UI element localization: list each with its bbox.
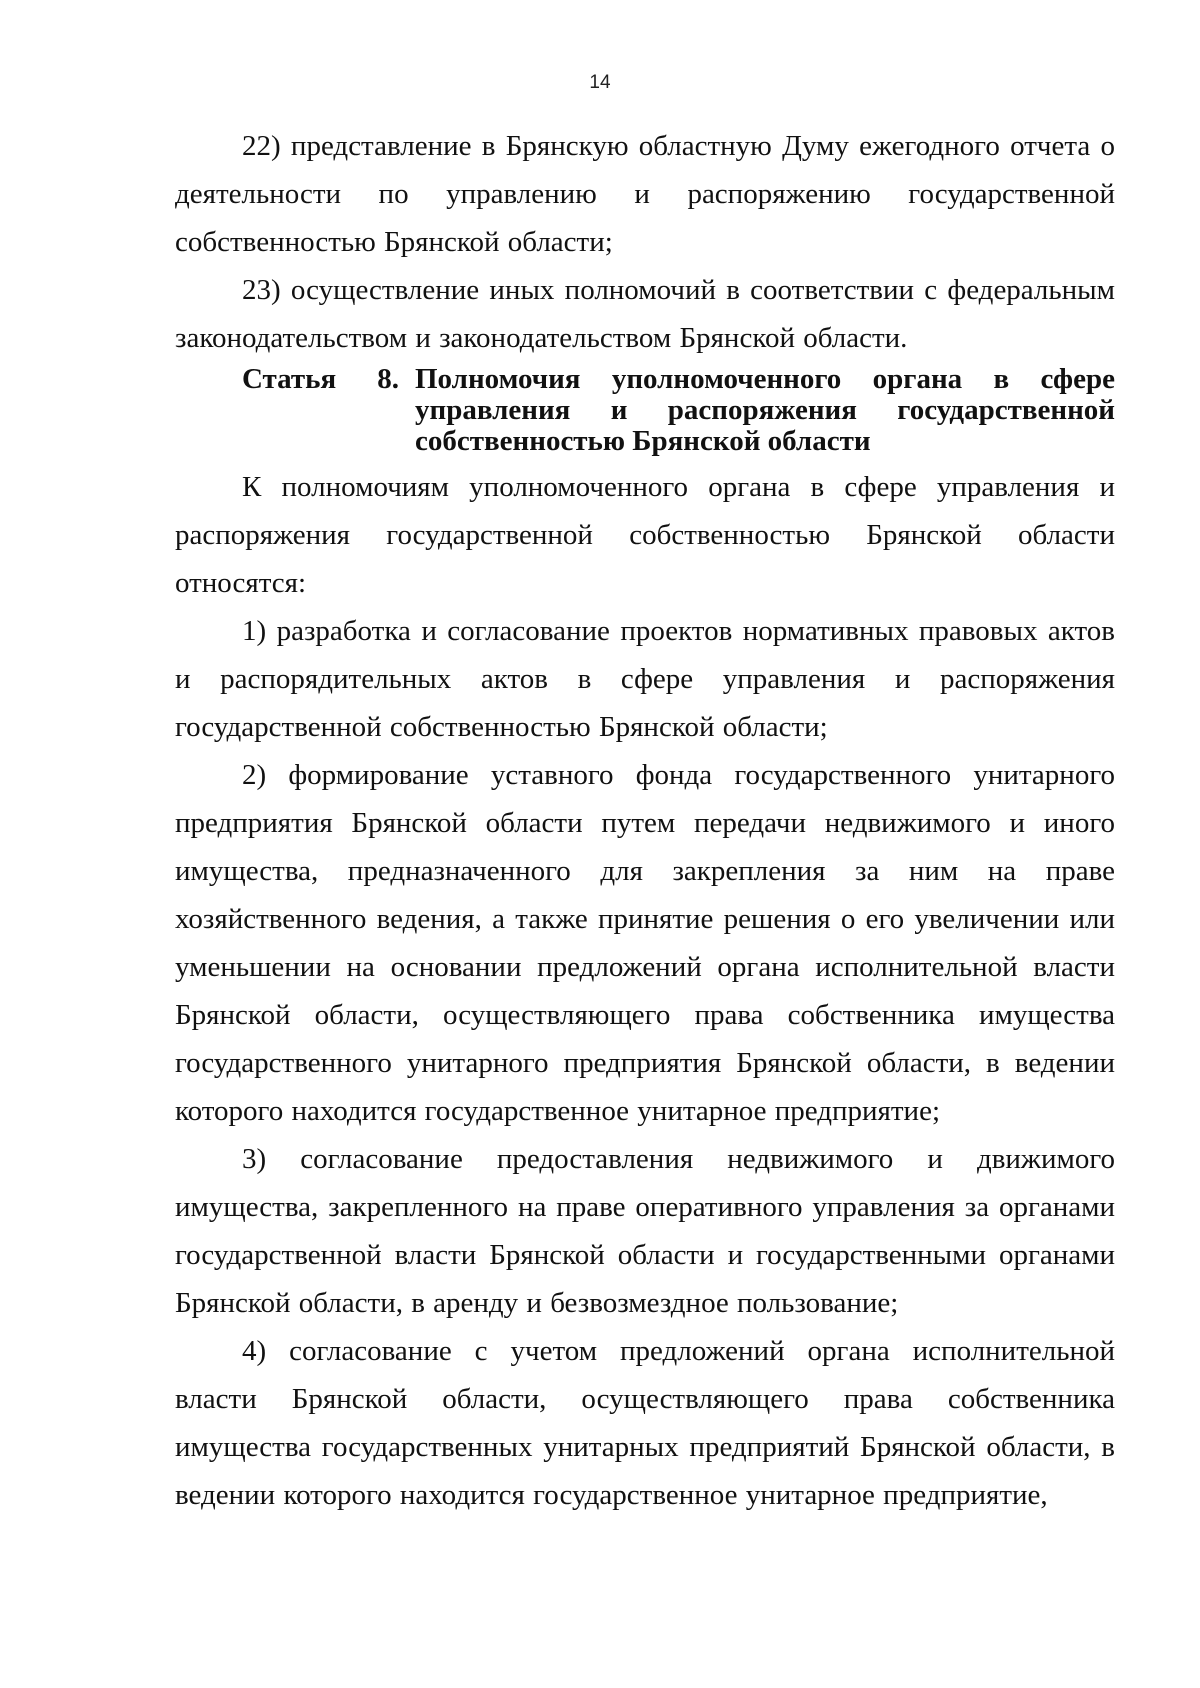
paragraph-item-22: 22) представление в Брянскую областную Думу ежегодного отчета о деятельности по управлению и распоряжению государственной собственностью Брянской области; [175, 130, 1115, 258]
page-number: 14 [589, 72, 611, 93]
paragraph-item-3: 3) согласование предоставления недвижимого и движимого имущества, закрепленного на праве оперативного управления за органами государственной власти Брянской области и государственными органами Брянской области, в аренду и безвозмездное пользование; [175, 1143, 1115, 1319]
document-body [175, 122, 1115, 1519]
paragraph-item-2: 2) формирование уставного фонда государственного унитарного предприятия Брянской области путем передачи недвижимого и иного имущества, предназначенного для закрепления за ним на праве хозяйственного ведения, а также принятие решения о его увеличении или уменьшении на основании предложений органа исполнительной власти Брянской области, осуществляющего права собственника имущества государственного унитарного предприятия Брянской области, в ведении которого находится государственное унитарное предприятие; [175, 759, 1115, 1127]
paragraph-item-4: 4) согласование с учетом предложений органа исполнительной власти Брянской области, осуществляющего права собственника имущества государственных унитарных предприятий Брянской области, в ведении которого находится государственное унитарное предприятие, [175, 1335, 1115, 1511]
article-heading [175, 364, 1115, 457]
article-title-line: собственностью Брянской области [415, 425, 871, 457]
paragraph-item-1: 1) разработка и согласование проектов нормативных правовых актов и распорядительных актов в сфере управления и распоряжения государственной собственностью Брянской области; [175, 615, 1115, 743]
article-title-line: Полномочия уполномоченного органа в сфере [415, 363, 1115, 395]
article-label [242, 364, 399, 395]
article-label-number: 8. [377, 363, 399, 395]
article-title-line: управления и распоряжения государственной [415, 394, 1115, 426]
article-label-word: Статья [242, 363, 337, 395]
article-title [415, 364, 1115, 457]
paragraph-item-23: 23) осуществление иных полномочий в соответствии с федеральным законодательством и законодательством Брянской области. [175, 274, 1115, 354]
paragraph-intro: К полномочиям уполномоченного органа в сфере управления и распоряжения государственной собственностью Брянской области относятся: [175, 471, 1115, 599]
